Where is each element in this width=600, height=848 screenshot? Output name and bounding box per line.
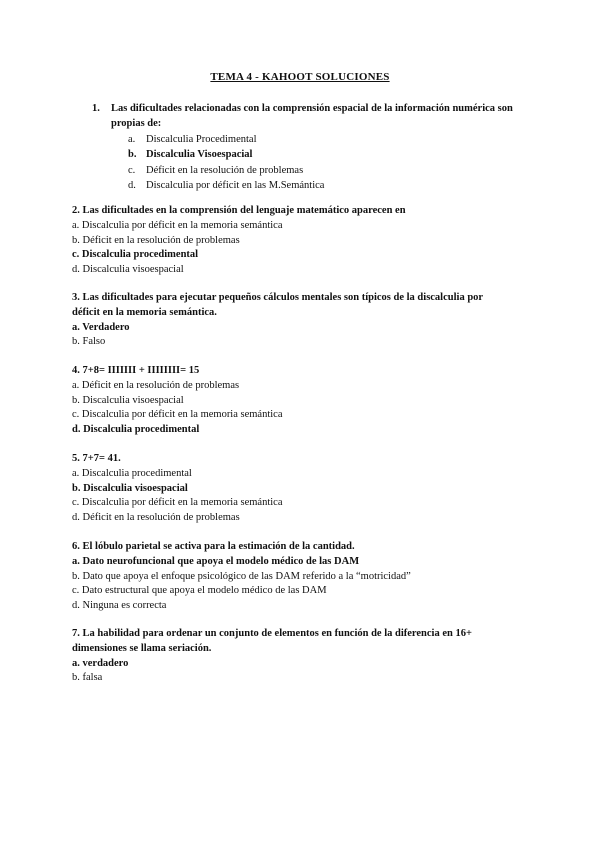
answer-option: c. Discalculia por déficit en la memoria semántica [72, 409, 283, 421]
option-text: Discalculia por déficit en las M.Semántica [146, 179, 325, 191]
question-number: 1. [92, 103, 100, 114]
option-letter: d. [128, 179, 136, 191]
question-text-line-2: dimensiones se llama seriación. [72, 642, 212, 654]
answer-option: b. Falso [72, 336, 106, 348]
answer-option: d. Ninguna es correcta [72, 600, 167, 612]
answer-option: b. falsa [72, 672, 103, 684]
answer-option: a. Déficit en la resolución de problemas [72, 379, 240, 391]
question-text-line-2: déficit en la memoria semántica. [72, 306, 217, 318]
answer-option: b. Discalculia visoespacial [72, 394, 184, 406]
answer-option-correct: c. Discalculia procedimental [72, 249, 199, 261]
question-text: 5. 7+7= 41. [72, 453, 121, 464]
answer-option-correct: b. Discalculia visoespacial [72, 482, 188, 494]
question-text-line-1: 3. Las dificultades para ejecutar pequeños cálculos mentales son típicos de la discalculia por [72, 292, 484, 303]
answer-option: b. Dato que apoya el enfoque psicológico de las DAM referido a la “motricidad” [72, 570, 411, 582]
answer-option-correct: a. Dato neurofuncional que apoya el modelo médico de las DAM [72, 555, 360, 567]
page-title: TEMA 4 - KAHOOT SOLUCIONES [210, 71, 390, 83]
answer-option-correct: d. Discalculia procedimental [72, 424, 200, 436]
answer-option [128, 178, 532, 193]
question-1 [92, 101, 532, 193]
option-text: Discalculia Visoespacial [146, 149, 253, 161]
option-letter: b. [128, 149, 137, 161]
answer-option: c. Dato estructural que apoya el modelo médico de las DAM [72, 585, 327, 597]
option-text: Discalculia Procedimental [146, 134, 257, 145]
question-5 [72, 452, 532, 526]
answer-option [128, 163, 532, 178]
question-text: 2. Las dificultades en la comprensión del lenguaje matemático aparecen en [72, 205, 406, 216]
option-text: Déficit en la resolución de problemas [146, 164, 304, 176]
answer-option: b. Déficit en la resolución de problemas [72, 234, 240, 246]
answer-option: d. Déficit en la resolución de problemas [72, 512, 240, 524]
question-text: 6. El lóbulo parietal se activa para la estimación de la cantidad. [72, 541, 355, 552]
answer-option-correct: a. verdadero [72, 657, 129, 669]
answer-option: a. Discalculia procedimental [72, 467, 192, 479]
question-7 [72, 627, 532, 686]
question-text: 4. 7+8= IIIIIII + IIIIIIII= 15 [72, 365, 200, 376]
question-6 [72, 540, 532, 614]
question-text-line-1: 7. La habilidad para ordenar un conjunto de elementos en función de la diferencia en 16+ [72, 628, 472, 639]
question-2 [72, 204, 532, 278]
option-letter: c. [128, 164, 136, 176]
option-letter: a. [128, 134, 136, 145]
question-text: Las dificultades relacionadas con la comprensión espacial de la información numérica son propias de: [111, 103, 513, 129]
answer-option-correct [128, 147, 532, 162]
answer-option: d. Discalculia visoespacial [72, 264, 184, 276]
answer-option [128, 132, 532, 147]
question-4 [72, 364, 532, 438]
answer-option: c. Discalculia por déficit en la memoria semántica [72, 497, 283, 509]
answer-option-correct: a. Verdadero [72, 321, 130, 333]
question-3 [72, 291, 532, 350]
answer-option: a. Discalculia por déficit en la memoria semántica [72, 219, 283, 231]
